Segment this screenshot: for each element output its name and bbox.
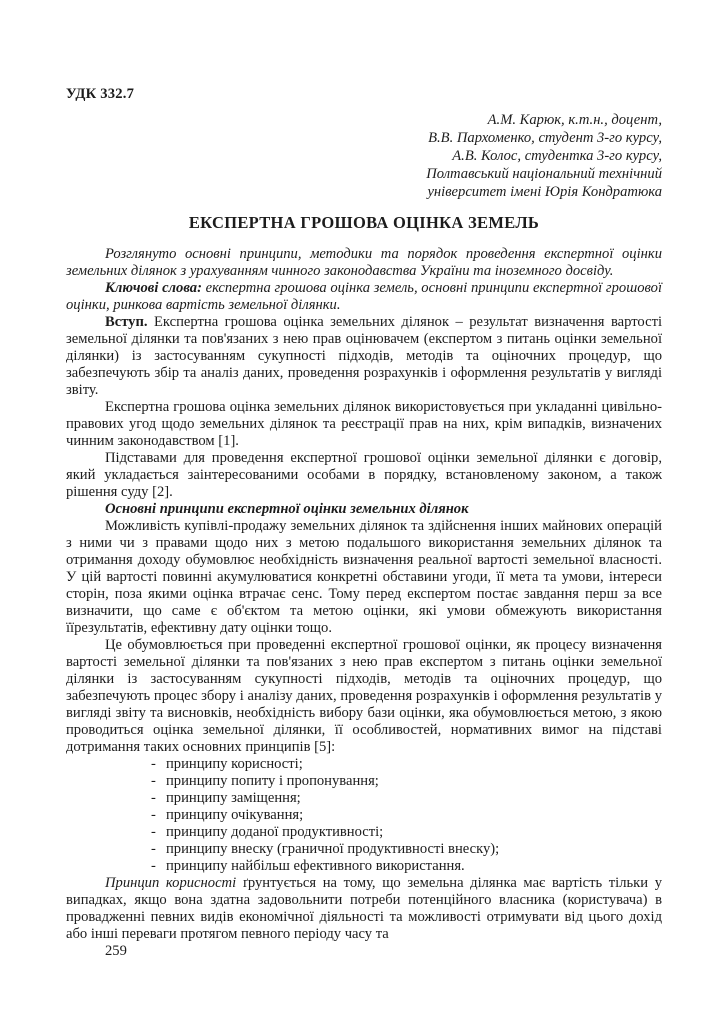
body-paragraph: Можливість купівлі-продажу земельних ділянок та здійснення інших майнових операцій з ними чи з правами щодо них з метою подальшого використання земельних ділянок та отримання доходу обумовлює необхідність визначення реальної вартості земельної власності. У цій вартості повинні акумулюватися конкретні обставини угоди, її мета та умови, інтереси сторін, поза якими оцінка втрачає сенс. Тому перед експертом постає завдання перш за все визначити, що саме є об'єктом та метою оцінки, які умови обмежують використання їїрезультатів, ефективну дату оцінки тощо. xyxy=(66,518,662,636)
author-line: А.В. Колос, студентка 3-го курсу, xyxy=(452,148,662,164)
list-dash: - xyxy=(151,773,156,789)
section-heading: Основні принципи експертної оцінки земельних ділянок xyxy=(105,501,469,517)
list-item xyxy=(66,841,662,858)
list-item-text: принципу доданої продуктивності; xyxy=(166,824,384,840)
abstract-paragraph: Розглянуто основні принципи, методики та порядок проведення експертної оцінки земельних ділянок з урахуванням чинного законодавства України та іноземного досвіду. xyxy=(66,246,662,279)
paper-title: ЕКСПЕРТНА ГРОШОВА ОЦІНКА ЗЕМЕЛЬ xyxy=(188,213,540,232)
affiliation-line: Полтавський національний технічний xyxy=(426,166,662,182)
list-dash: - xyxy=(151,858,156,874)
principle-term: Принцип корисності xyxy=(105,875,237,891)
closing-text: ґрунтується на тому, що земельна ділянка має вартість тільки у випадках, якщо вона здатна задовольнити потреби потенційного власника (користувача) в провадженні певних видів економічної діяльності та можливості отримувати від цього дохід або інші переваги протягом певного періоду часу та xyxy=(66,875,662,942)
list-dash: - xyxy=(151,841,156,857)
body-paragraph: Експертна грошова оцінка земельних ділянок використовується при укладанні цивільно-правових угод щодо земельних ділянок та реєстрації прав на них, крім випадків, визначених чинним законодавством [1]. xyxy=(66,399,662,449)
list-item xyxy=(66,824,662,841)
list-item-text: принципу внеску (граничної продуктивності внеску); xyxy=(166,841,500,857)
list-item xyxy=(66,756,662,773)
author-block xyxy=(66,111,662,201)
affiliation-line: університет імені Юрія Кондратюка xyxy=(427,184,662,200)
keywords-text: експертна грошова оцінка земель, основні принципи експертної грошової оцінки, ринкова вартість земельної ділянки. xyxy=(66,280,663,313)
keywords-label: Ключові слова: xyxy=(105,280,202,296)
list-dash: - xyxy=(151,824,156,840)
author-line: А.М. Карюк, к.т.н., доцент, xyxy=(487,112,662,128)
intro-paragraph xyxy=(66,314,662,399)
list-item-text: принципу найбільш ефективного використання. xyxy=(166,858,465,874)
list-item-text: принципу попиту і пропонування; xyxy=(166,773,379,789)
principles-list xyxy=(66,756,662,875)
author-line: В.В. Пархоменко, студент 3-го курсу, xyxy=(428,130,662,146)
body-paragraph: Це обумовлюється при проведенні експертної грошової оцінки, як процесу визначення вартості земельної ділянки та пов'язаних з нею прав експертом з питань оцінки земельної ділянки із застосуванням сукупності підходів, методів та оціночних процедур, що забезпечують процес збору і аналізу даних, проведення розрахунків і оформлення результатів у вигляді звіту та висновків, необхідність вибору бази оцінки, яка обумовлюється метою, з якою проводиться оцінка земельної ділянки, її особливостей, нормативних вимог на підставі дотримання таких основних принципів [5]: xyxy=(66,637,662,755)
intro-text: Експертна грошова оцінка земельних ділянок – результат визначення вартості земельної ділянки та пов'язаних з нею прав оцінювачем (експертом з питань оцінки земельної ділянки) із застосуванням сукупності підходів, методів та оціночних процедур, що забезпечують збір та аналіз даних, проведення розрахунків і оформлення результатів у вигляді звіту. xyxy=(66,314,662,398)
list-dash: - xyxy=(151,756,156,772)
page-number: 259 xyxy=(105,943,127,959)
list-item xyxy=(66,807,662,824)
body-paragraph: Підставами для проведення експертної грошової оцінки земельної ділянки є договір, який укладається заінтересованими особами в порядку, встановленому законом, а також рішення суду [2]. xyxy=(66,450,662,500)
list-item-text: принципу корисності; xyxy=(166,756,303,772)
keywords-paragraph xyxy=(66,280,662,314)
list-item xyxy=(66,858,662,875)
closing-paragraph xyxy=(66,875,662,943)
list-item xyxy=(66,790,662,807)
intro-heading: Вступ. xyxy=(105,314,148,330)
udc-code: УДК 332.7 xyxy=(66,86,135,102)
list-dash: - xyxy=(151,807,156,823)
list-item-text: принципу заміщення; xyxy=(166,790,301,806)
list-item-text: принципу очікування; xyxy=(166,807,304,823)
list-dash: - xyxy=(151,790,156,806)
list-item xyxy=(66,773,662,790)
